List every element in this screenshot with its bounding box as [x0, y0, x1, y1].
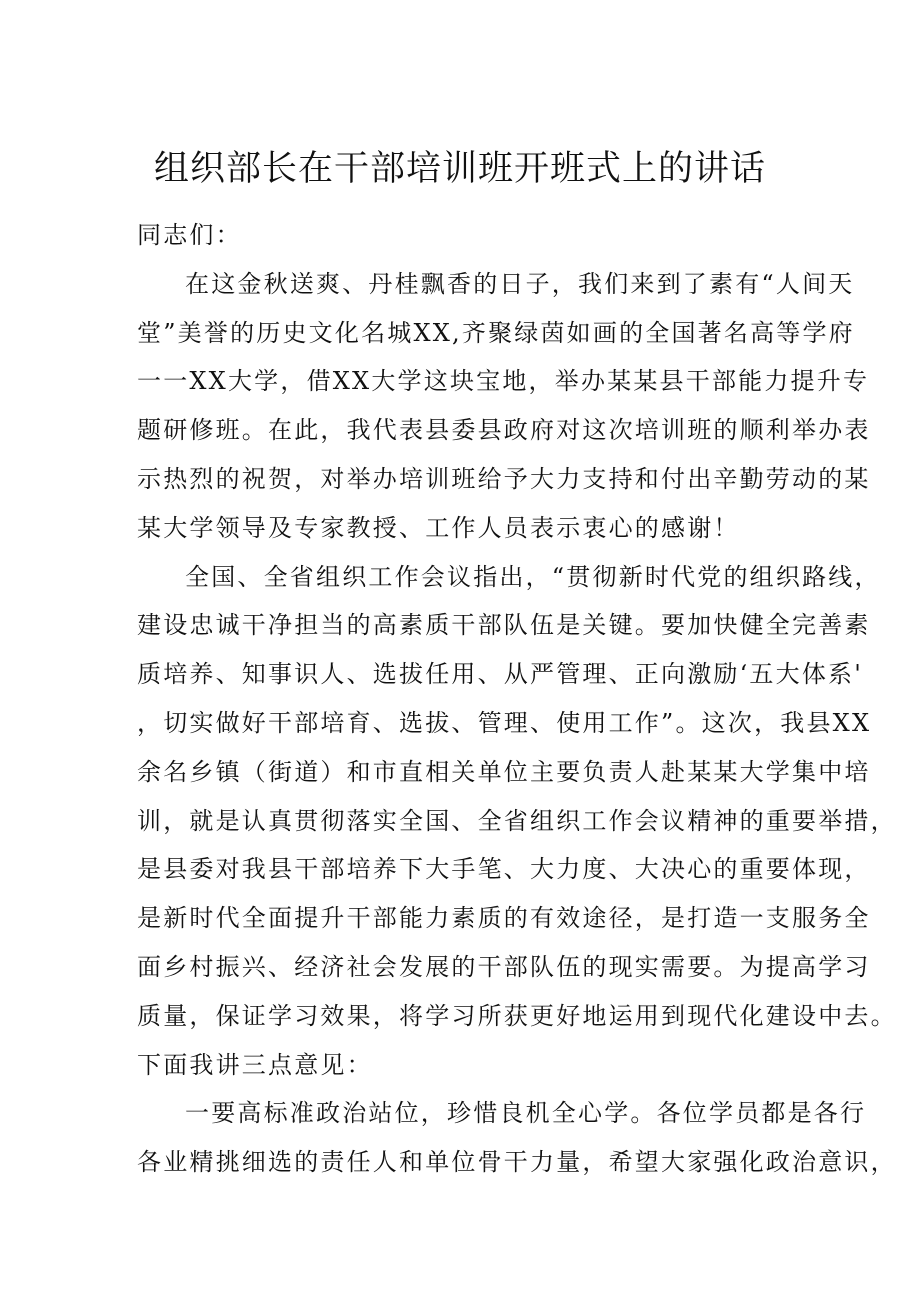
paragraph-1-line: 在这金秋送爽、丹桂飘香的日子，我们来到了素有“人间天	[185, 269, 855, 298]
document-title: 组织部长在干部培训班开班式上的讲话	[153, 149, 766, 189]
salutation-line: 同志们：	[137, 221, 242, 249]
document-body	[137, 211, 897, 1187]
paragraph-1-line: 一一XX大学，借XX大学这块宝地，举办某某县干部能力提升专	[137, 367, 870, 396]
paragraph-1-line: 堂”美誉的历史文化名城XX,齐聚绿茵如画的全国著名高等学府	[137, 318, 855, 347]
paragraph-3-line: 一要高标准政治站位，珍惜良机全心学。各位学员都是各行	[185, 1099, 867, 1128]
paragraph-2-line: 全国、全省组织工作会议指出，“贯彻新时代党的组织路线，	[185, 562, 881, 591]
paragraph-2-line: ，切实做好干部培育、选拔、管理、使用工作”。这次，我县XX	[137, 708, 872, 737]
paragraph-2-line: 下面我讲三点意见：	[137, 1050, 373, 1079]
paragraph-2-line: 建设忠诚干净担当的高素质干部队伍是关键。要加快健全完善素	[137, 611, 871, 640]
paragraph-1-line: 题研修班。在此，我代表县委县政府对这次培训班的顺利举办表	[137, 416, 871, 445]
paragraph-1-line: 某大学领导及专家教授、工作人员表示衷心的感谢！	[137, 513, 740, 542]
paragraph-1-line: 示热烈的祝贺，对举办培训班给予大力支持和付出辛勤劳动的某	[137, 464, 871, 493]
paragraph-2-line: 是县委对我县干部培养下大手笔、大力度、大决心的重要体现，	[137, 855, 871, 884]
paragraph-3-line: 各业精挑细选的责任人和单位骨干力量，希望大家强化政治意识，	[137, 1148, 897, 1177]
paragraph-2-line: 余名乡镇（街道）和市直相关单位主要负责人赴某某大学集中培	[137, 757, 871, 786]
paragraph-2-line: 质培养、知事识人、选拔任用、从严管理、正向激励‘五大体系'	[137, 660, 864, 689]
paragraph-2-line: 面乡村振兴、经济社会发展的干部队伍的现实需要。为提高学习	[137, 952, 871, 981]
paragraph-2-line: 训，就是认真贯彻落实全国、全省组织工作会议精神的重要举措，	[137, 806, 897, 835]
paragraph-2-line: 是新时代全面提升干部能力素质的有效途径，是打造一支服务全	[137, 904, 871, 933]
paragraph-2-line: 质量，保证学习效果，将学习所获更好地运用到现代化建设中去。	[137, 1001, 897, 1030]
